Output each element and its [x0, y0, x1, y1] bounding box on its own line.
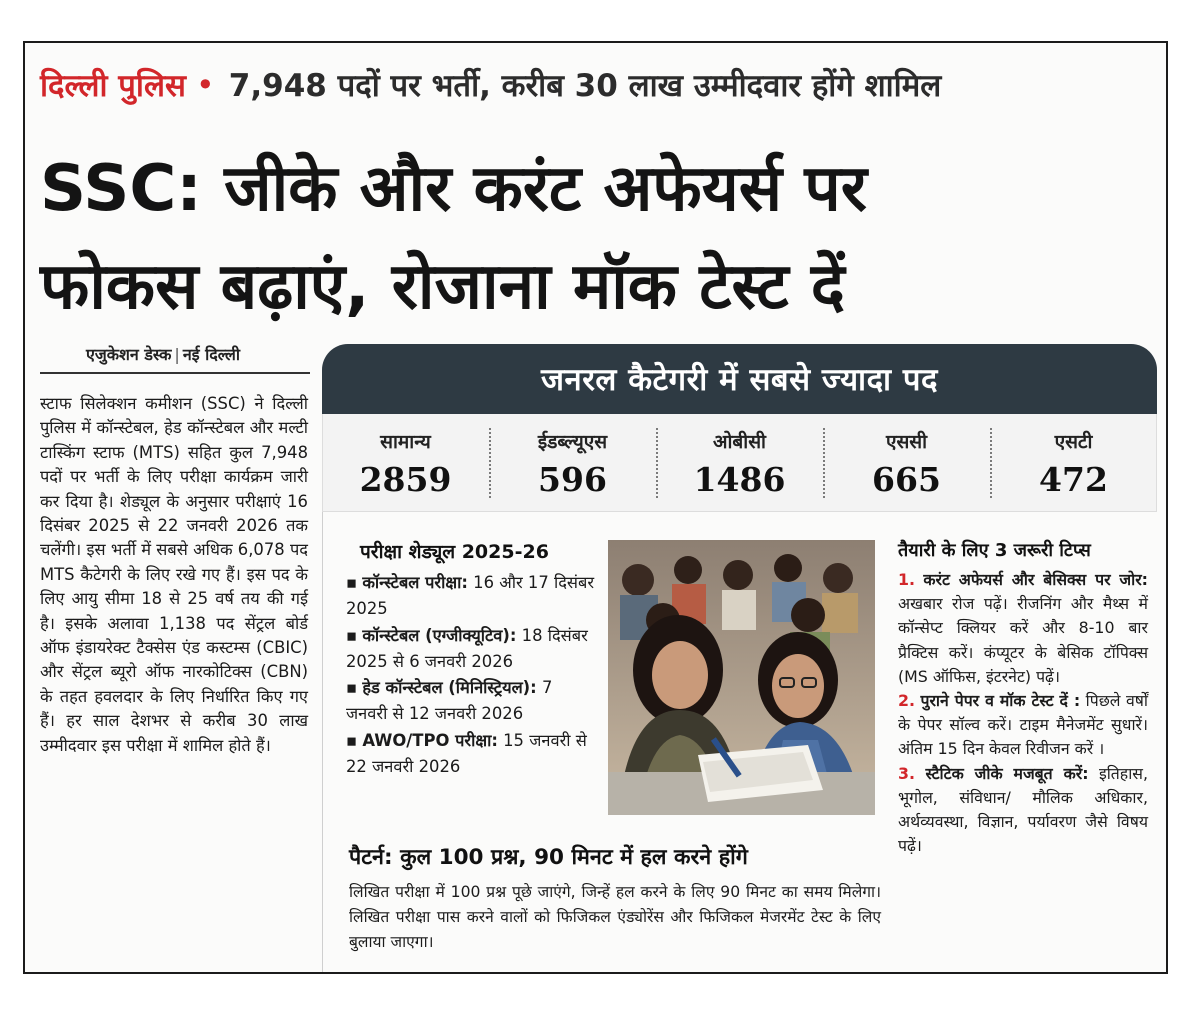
column-divider	[322, 512, 323, 972]
kicker	[40, 64, 941, 106]
pattern-title: पैटर्न: कुल 100 प्रश्न, 90 मिनट में हल करने होंगे	[349, 845, 748, 870]
schedule-item: ▪ AWO/TPO परीक्षा: 15 जनवरी से 22 जनवरी 2026	[346, 730, 587, 777]
byline-separator: |	[174, 345, 180, 364]
tip-number: 2.	[898, 691, 915, 711]
tips-list	[898, 568, 1148, 858]
byline-rule	[40, 372, 310, 374]
schedule-item-label: हेड कॉन्स्टेबल (मिनिस्ट्रियल):	[362, 678, 537, 698]
schedule-item-label: कॉन्स्टेबल (एग्जीक्यूटिव):	[362, 625, 517, 645]
tip-text: अखबार रोज पढ़ें। रीजनिंग और मैथ्स में कॉन्सेप्ट क्लियर करें और 8-10 बार प्रैक्टिस करें। कंप्यूटर के बेसिक टॉपिक्स (MS ऑफिस, इंटरनेट) पढ़ें।	[898, 594, 1148, 686]
tip-label: करंट अफेयर्स और बेसिक्स पर जोर:	[923, 570, 1148, 589]
category-label: ईडब्ल्यूएस	[537, 430, 608, 453]
tip-item	[898, 689, 1148, 762]
schedule-item-text: 7 जनवरी से 12 जनवरी 2026	[346, 678, 553, 724]
students-exam-photo	[608, 540, 875, 815]
category-cell	[656, 414, 823, 512]
headline	[40, 140, 1150, 336]
schedule-item-text: 18 दिसंबर 2025 से 6 जनवरी 2026	[346, 625, 588, 671]
schedule-item-label: AWO/TPO परीक्षा:	[362, 730, 498, 750]
category-value: 596	[538, 459, 607, 499]
schedule-list	[346, 570, 598, 780]
schedule-item: ▪ कॉन्स्टेबल परीक्षा: 16 और 17 दिसंबर 2025	[346, 573, 595, 619]
category-posts-box	[322, 344, 1157, 512]
category-value: 665	[872, 459, 941, 499]
tips-title: तैयारी के लिए 3 जरूरी टिप्स	[898, 540, 1091, 561]
category-label: एससी	[885, 430, 928, 453]
tip-item	[898, 762, 1148, 859]
category-label: सामान्य	[380, 430, 431, 453]
category-cell	[990, 414, 1157, 512]
byline	[86, 343, 240, 365]
schedule-item: ▪ कॉन्स्टेबल (एग्जीक्यूटिव): 18 दिसंबर 2025 से 6 जनवरी 2026	[346, 625, 588, 671]
category-label: एसटी	[1054, 430, 1093, 453]
schedule-item-text: 15 जनवरी से 22 जनवरी 2026	[346, 730, 587, 777]
category-row	[322, 414, 1157, 512]
category-cell	[823, 414, 990, 512]
byline-city: नई दिल्ली	[182, 345, 240, 364]
kicker-text: 7,948 पदों पर भर्ती, करीब 30 लाख उम्मीदवार होंगे शामिल	[228, 68, 942, 104]
kicker-brand: दिल्ली पुलिस	[40, 68, 186, 104]
tip-label: स्टैटिक जीके मजबूत करें:	[925, 763, 1089, 783]
tip-text: पिछले वर्षों के पेपर सॉल्व करें। टाइम मैनेजमेंट सुधारें। अंतिम 15 दिन केवल रिवीजन करें ।	[898, 691, 1148, 759]
pattern-text: लिखित परीक्षा में 100 प्रश्न पूछे जाएंगे, जिन्हें हल करने के लिए 90 मिनट का समय मिलेगा। लिखित परीक्षा पास करने वालों को फिजिकल एंड्योरेंस और फिजिकल मेजरमेंट टेस्ट के लिए बुलाया जाएगा।	[349, 883, 881, 951]
category-cell	[322, 414, 489, 512]
schedule-item-label: कॉन्स्टेबल परीक्षा:	[362, 573, 468, 592]
tip-item	[898, 568, 1148, 689]
byline-desk: एजुकेशन डेस्क	[86, 345, 172, 364]
schedule-item: ▪ हेड कॉन्स्टेबल (मिनिस्ट्रियल): 7 जनवरी से 12 जनवरी 2026	[346, 678, 553, 724]
tip-number: 3.	[898, 763, 915, 783]
headline-line-2: फोकस बढ़ाएं, रोजाना मॉक टेस्ट दें	[40, 250, 845, 324]
category-value: 2859	[359, 459, 452, 499]
category-box-title: जनरल कैटेगरी में सबसे ज्यादा पद	[322, 344, 1157, 414]
schedule-item-text: 16 और 17 दिसंबर 2025	[346, 573, 595, 619]
kicker-bullet: •	[195, 66, 215, 104]
category-cell	[489, 414, 656, 512]
article-body: स्टाफ सिलेक्शन कमीशन (SSC) ने दिल्ली पुलिस में कॉन्स्टेबल, हेड कॉन्स्टेबल और मल्टी टास्किंग स्टाफ (MTS) सहित कुल 7,948 पदों पर भर्ती के लिए परीक्षा कार्यक्रम जारी कर दिया है। शेड्यूल के अनुसार परीक्षाएं 16 दिसंबर 2025 से 22 जनवरी 2026 तक चलेंगी। इस भर्ती में सबसे अधिक 6,078 पद MTS कैटेगरी के लिए रखे गए हैं। इस पद के लिए आयु सीमा 18 से 25 वर्ष तय की गई है। इसके अलावा 1,138 पद सेंट्रल बोर्ड ऑफ इंडायरेक्ट टैक्सेस एंड कस्टम्स (CBIC) और सेंट्रल ब्यूरो ऑफ नारकोटिक्स (CBN) के तहत हवलदार के लिए निर्धारित किए गए हैं। हर साल देशभर से करीब 30 लाख उम्मीदवार इस परीक्षा में शामिल होते हैं।	[40, 394, 308, 755]
tip-number: 1.	[898, 570, 915, 589]
category-value: 1486	[693, 459, 786, 499]
headline-line-1: SSC: जीके और करंट अफेयर्स पर	[40, 152, 867, 226]
category-label: ओबीसी	[713, 430, 766, 453]
schedule-title: परीक्षा शेड्यूल 2025-26	[360, 541, 549, 563]
category-value: 472	[1039, 459, 1108, 499]
tip-label: पुराने पेपर व मॉक टेस्ट दें :	[920, 691, 1081, 711]
tip-text: इतिहास, भूगोल, संविधान/ मौलिक अधिकार, अर्थव्यवस्था, विज्ञान, पर्यावरण जैसे विषय पढ़ें।	[898, 763, 1148, 856]
